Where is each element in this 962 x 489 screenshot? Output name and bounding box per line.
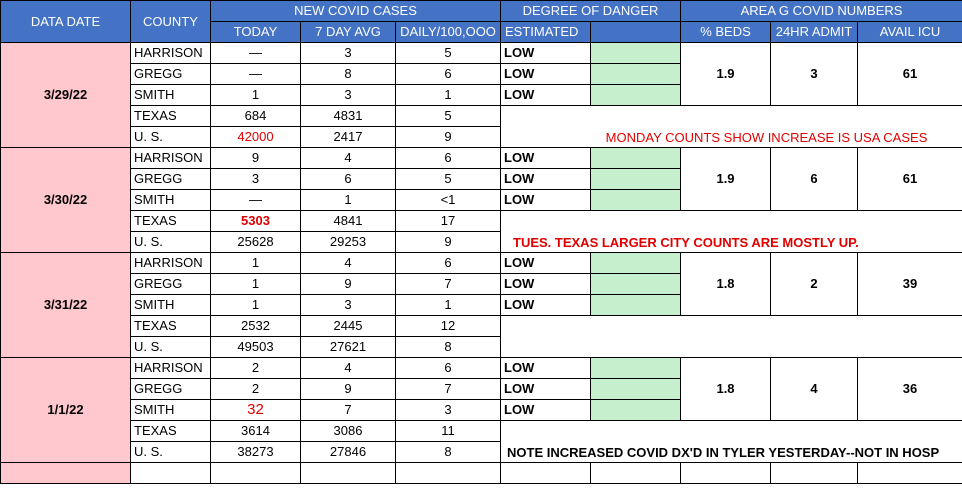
today-cell[interactable]: 32 [211,400,301,421]
avg-cell[interactable]: 3086 [301,421,396,442]
danger-cell[interactable]: LOW [501,274,591,295]
daily-cell[interactable]: 6 [396,358,501,379]
header-7-day-avg[interactable]: 7 DAY AVG [301,22,396,43]
county-cell[interactable]: U. S. [131,127,211,148]
county-cell[interactable] [131,463,211,484]
avg-cell[interactable]: 4841 [301,211,396,232]
note-text: TUES. TEXAS LARGER CITY COUNTS ARE MOSTLY UP. [513,235,859,250]
danger-cell[interactable]: LOW [501,148,591,169]
county-cell[interactable]: U. S. [131,337,211,358]
danger-indicator[interactable] [591,169,681,190]
avg-cell[interactable] [301,463,396,484]
avg-cell[interactable]: 1 [301,190,396,211]
danger-indicator[interactable] [591,400,681,421]
header-data-date[interactable]: DATA DATE [1,1,131,43]
county-cell[interactable]: GREGG [131,379,211,400]
county-cell[interactable]: TEXAS [131,106,211,127]
danger-indicator[interactable] [591,190,681,211]
danger-indicator[interactable] [591,64,681,85]
icu-cell[interactable] [858,463,962,484]
danger-indicator[interactable] [591,148,681,169]
danger-cell[interactable]: LOW [501,295,591,316]
today-cell[interactable]: 684 [211,106,301,127]
danger-cell[interactable]: LOW [501,190,591,211]
danger-indicator[interactable] [591,43,681,64]
pct-beds-cell[interactable]: 1.9 [681,148,771,211]
note-text: MONDAY COUNTS SHOW INCREASE IS USA CASES [605,130,928,145]
county-cell[interactable]: HARRISON [131,253,211,274]
admit-cell[interactable]: 4 [771,358,858,421]
daily-cell[interactable]: 3 [396,400,501,421]
daily-cell[interactable]: 5 [396,106,501,127]
avg-cell[interactable]: 4831 [301,106,396,127]
header-24hr-admit[interactable]: 24HR ADMIT [771,22,858,43]
danger-cell[interactable]: LOW [501,64,591,85]
icu-cell[interactable]: 39 [858,253,962,316]
daily-cell[interactable]: 9 [396,127,501,148]
admit-cell[interactable]: 3 [771,43,858,106]
note-cell[interactable] [501,106,962,148]
avg-cell[interactable]: 4 [301,148,396,169]
today-cell[interactable]: 1 [211,274,301,295]
note-text: NOTE INCREASED COVID DX'D IN TYLER YESTERDAY--NOT IN HOSP [507,445,940,460]
today-cell[interactable]: 1 [211,85,301,106]
today-cell[interactable]: 2 [211,358,301,379]
header-today[interactable]: TODAY [211,22,301,43]
avg-cell[interactable]: 29253 [301,232,396,253]
daily-cell[interactable]: 11 [396,421,501,442]
date-cell[interactable]: 1/1/22 [1,358,131,463]
daily-cell[interactable]: 5 [396,43,501,64]
danger-cell[interactable]: LOW [501,169,591,190]
danger-cell[interactable]: LOW [501,253,591,274]
county-cell[interactable]: SMITH [131,85,211,106]
avg-cell[interactable]: 27846 [301,442,396,463]
daily-cell[interactable]: 12 [396,316,501,337]
danger-cell[interactable]: LOW [501,358,591,379]
avg-cell[interactable]: 2417 [301,127,396,148]
avg-cell[interactable]: 3 [301,295,396,316]
today-cell[interactable]: 3 [211,169,301,190]
header-new-covid-cases[interactable]: NEW COVID CASES [211,1,501,22]
daily-cell[interactable]: 8 [396,337,501,358]
avg-cell[interactable]: 27621 [301,337,396,358]
danger-indicator[interactable] [591,295,681,316]
danger-cell[interactable]: LOW [501,85,591,106]
daily-cell[interactable]: 6 [396,253,501,274]
header-blank[interactable] [591,22,681,43]
daily-cell[interactable]: 7 [396,274,501,295]
pct-beds-cell[interactable] [681,463,771,484]
date-cell[interactable]: 3/30/22 [1,148,131,253]
danger-indicator[interactable] [591,358,681,379]
county-cell[interactable]: HARRISON [131,148,211,169]
daily-cell[interactable]: 6 [396,64,501,85]
today-cell[interactable]: 3614 [211,421,301,442]
today-cell[interactable]: 2 [211,379,301,400]
avg-cell[interactable]: 8 [301,64,396,85]
avg-cell[interactable]: 3 [301,43,396,64]
daily-cell[interactable]: 17 [396,211,501,232]
county-cell[interactable]: SMITH [131,190,211,211]
header-avail-icu[interactable]: AVAIL ICU [858,22,962,43]
daily-cell[interactable]: 7 [396,379,501,400]
county-cell[interactable]: GREGG [131,274,211,295]
county-cell[interactable]: HARRISON [131,43,211,64]
today-cell[interactable]: 1 [211,253,301,274]
avg-cell[interactable]: 4 [301,358,396,379]
avg-cell[interactable]: 6 [301,169,396,190]
county-cell[interactable]: GREGG [131,64,211,85]
county-cell[interactable]: SMITH [131,400,211,421]
date-cell[interactable] [1,463,131,484]
county-cell[interactable]: HARRISON [131,358,211,379]
today-cell[interactable]: 38273 [211,442,301,463]
note-cell[interactable] [501,211,962,253]
daily-cell[interactable] [396,463,501,484]
header-estimated[interactable]: ESTIMATED [501,22,591,43]
today-cell[interactable]: 1 [211,295,301,316]
today-cell[interactable]: — [211,64,301,85]
pct-beds-cell[interactable]: 1.9 [681,43,771,106]
danger-cell[interactable]: LOW [501,400,591,421]
county-cell[interactable]: TEXAS [131,421,211,442]
danger-indicator[interactable] [591,463,681,484]
daily-cell[interactable]: 1 [396,85,501,106]
avg-cell[interactable]: 2445 [301,316,396,337]
danger-indicator[interactable] [591,253,681,274]
admit-cell[interactable] [771,463,858,484]
daily-cell[interactable]: 1 [396,295,501,316]
today-cell[interactable] [211,463,301,484]
daily-cell[interactable]: 9 [396,232,501,253]
header-county[interactable]: COUNTY [131,1,211,43]
avg-cell[interactable]: 3 [301,85,396,106]
pct-beds-cell[interactable]: 1.8 [681,358,771,421]
today-cell[interactable]: 25628 [211,232,301,253]
danger-cell[interactable] [501,463,591,484]
icu-cell[interactable]: 61 [858,43,962,106]
danger-cell[interactable]: LOW [501,379,591,400]
header-degree-of-danger[interactable]: DEGREE OF DANGER [501,1,681,22]
daily-cell[interactable]: 5 [396,169,501,190]
avg-cell[interactable]: 4 [301,253,396,274]
header-daily-per-100k[interactable]: DAILY/100,OOO [396,22,501,43]
county-cell[interactable]: TEXAS [131,316,211,337]
today-cell[interactable]: 5303 [211,211,301,232]
today-cell[interactable]: 49503 [211,337,301,358]
county-cell[interactable]: U. S. [131,442,211,463]
today-cell[interactable]: — [211,43,301,64]
date-cell[interactable]: 3/29/22 [1,43,131,148]
county-cell[interactable]: U. S. [131,232,211,253]
avg-cell[interactable]: 9 [301,274,396,295]
today-cell[interactable]: 9 [211,148,301,169]
county-cell[interactable]: SMITH [131,295,211,316]
note-cell[interactable] [501,316,962,358]
today-cell[interactable]: 2532 [211,316,301,337]
admit-cell[interactable]: 2 [771,253,858,316]
daily-cell[interactable]: 6 [396,148,501,169]
county-cell[interactable]: GREGG [131,169,211,190]
icu-cell[interactable]: 61 [858,148,962,211]
note-cell[interactable] [501,421,962,463]
avg-cell[interactable]: 9 [301,379,396,400]
header-area-g[interactable]: AREA G COVID NUMBERS [681,1,962,22]
avg-cell[interactable]: 7 [301,400,396,421]
header-pct-beds[interactable]: % BEDS [681,22,771,43]
danger-indicator[interactable] [591,274,681,295]
daily-cell[interactable]: 8 [396,442,501,463]
icu-cell[interactable]: 36 [858,358,962,421]
danger-cell[interactable]: LOW [501,43,591,64]
date-cell[interactable]: 3/31/22 [1,253,131,358]
pct-beds-cell[interactable]: 1.8 [681,253,771,316]
danger-indicator[interactable] [591,85,681,106]
county-cell[interactable]: TEXAS [131,211,211,232]
today-cell[interactable]: — [211,190,301,211]
today-cell[interactable]: 42000 [211,127,301,148]
daily-cell[interactable]: <1 [396,190,501,211]
admit-cell[interactable]: 6 [771,148,858,211]
danger-indicator[interactable] [591,379,681,400]
